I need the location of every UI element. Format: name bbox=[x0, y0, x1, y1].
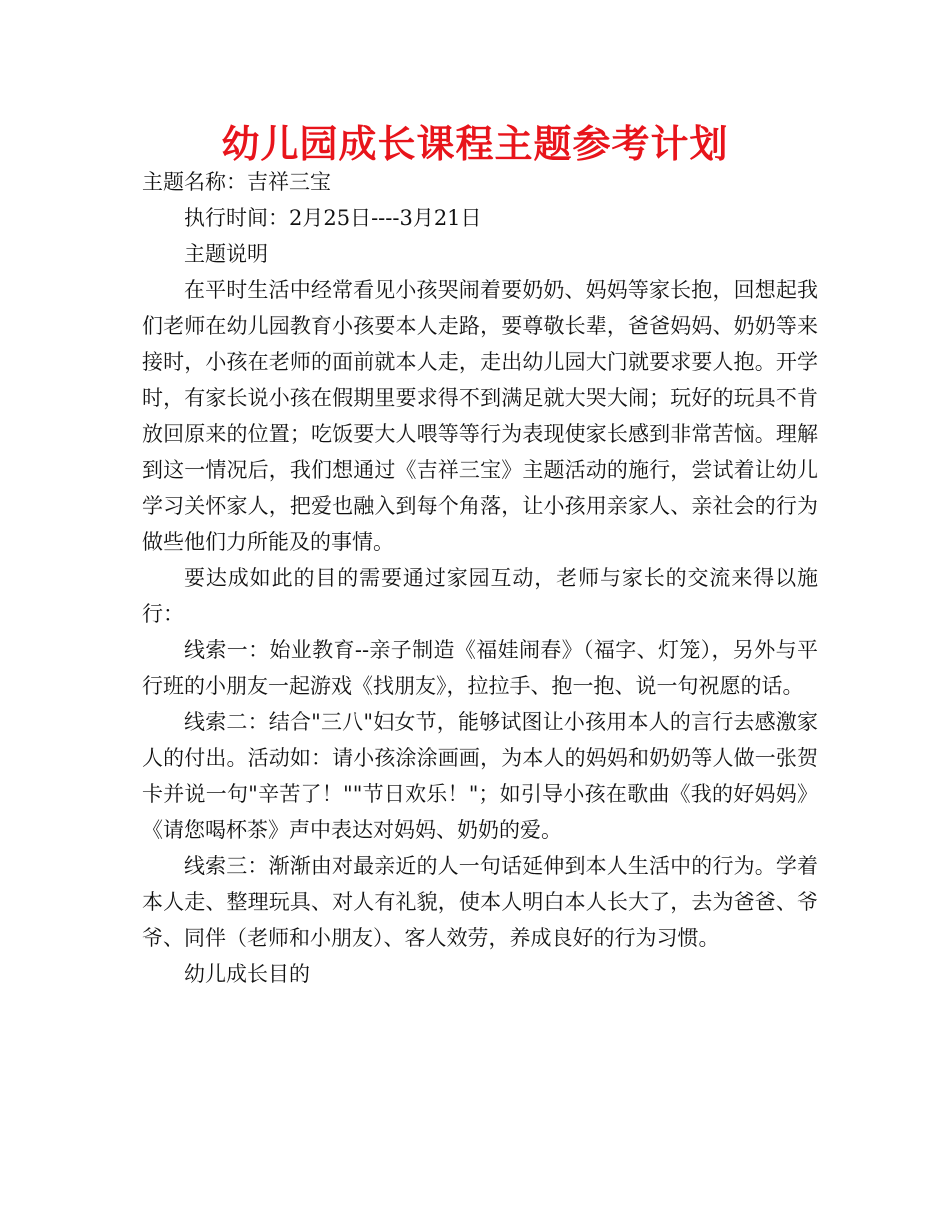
execution-time-line: 执行时间：2月25日----3月21日 bbox=[184, 206, 482, 230]
theme-description-paragraph: 在平时生活中经常看见小孩哭闹着要奶奶、妈妈等家长抱，回想起我们老师在幼儿园教育小孩要本人走路，要尊敬长辈，爸爸妈妈、奶奶等来接时，小孩在老师的面前就本人走，走出幼儿园大门就要求要人抱。开学时，有家长说小孩在假期里要求得不到满足就大哭大闹；玩好的玩具不肯放回原来的位置；吃饭要大人喂等等行为表现使家长感到非常苦恼。理解到这一情况后，我们想通过《吉祥三宝》主题活动的施行，尝试着让幼儿学习关怀家人，把爱也融入到每个角落，让小孩用亲家人、亲社会的行为做些他们力所能及的事情。 bbox=[142, 278, 818, 554]
theme-name-line: 主题名称：吉祥三宝 bbox=[142, 170, 331, 194]
implementation-paragraph: 要达成如此的目的需要通过家园互动，老师与家长的交流来得以施行： bbox=[142, 566, 818, 626]
clue-one-paragraph: 线索一：始业教育--亲子制造《福娃闹春》（福字、灯笼），另外与平行班的小朋友一起游戏《找朋友》，拉拉手、抱一抱、说一句祝愿的话。 bbox=[142, 638, 818, 698]
document-body bbox=[142, 164, 818, 992]
theme-description-heading: 主题说明 bbox=[184, 242, 268, 266]
clue-three-paragraph: 线索三：渐渐由对最亲近的人一句话延伸到本人生活中的行为。学着本人走、整理玩具、对人有礼貌，使本人明白本人长大了，去为爸爸、爷爷、同伴（老师和小朋友）、客人效劳，养成良好的行为习惯。 bbox=[142, 854, 818, 950]
growth-goals-heading: 幼儿成长目的 bbox=[184, 962, 310, 986]
document-title: 幼儿园成长课程主题参考计划 bbox=[221, 122, 729, 166]
clue-two-paragraph: 线索二：结合"三八"妇女节，能够试图让小孩用本人的言行去感激家人的付出。活动如：请小孩涂涂画画，为本人的妈妈和奶奶等人做一张贺卡并说一句"辛苦了！""节日欢乐！"；如引导小孩在歌曲《我的好妈妈》《请您喝杯茶》声中表达对妈妈、奶奶的爱。 bbox=[142, 710, 818, 842]
